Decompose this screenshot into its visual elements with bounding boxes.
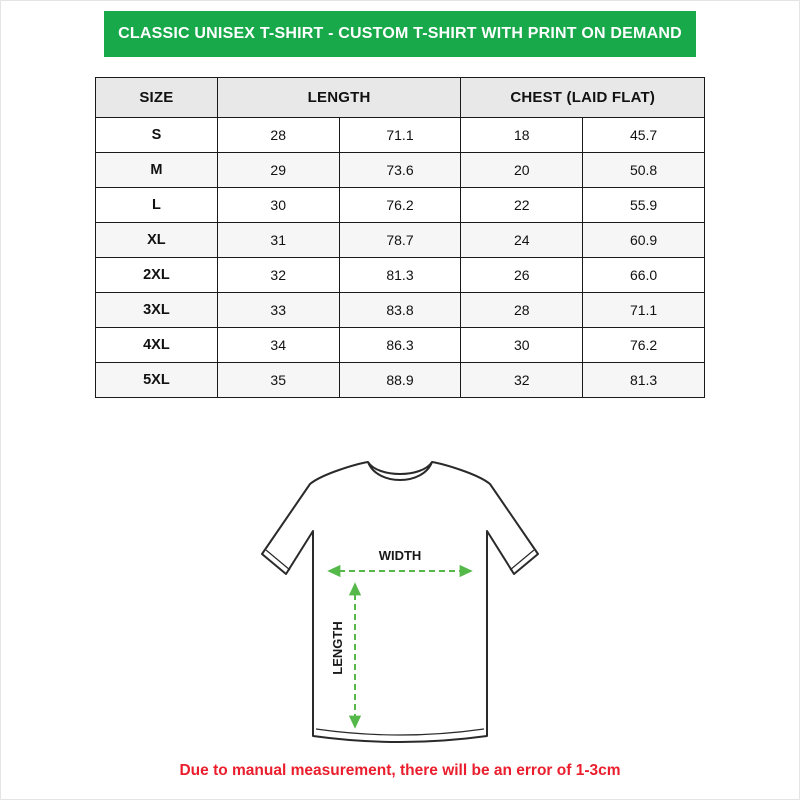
cell-size: 5XL — [96, 363, 218, 398]
cell-chest_cm: 81.3 — [583, 363, 705, 398]
header-size: SIZE — [96, 78, 218, 118]
cell-length_in: 31 — [217, 223, 339, 258]
length-label: LENGTH — [330, 621, 345, 675]
cell-size: XL — [96, 223, 218, 258]
table-row — [96, 118, 705, 153]
measurement-error-note: Due to manual measurement, there will be an error of 1-3cm — [179, 762, 621, 779]
cell-length_in: 35 — [217, 363, 339, 398]
cell-chest_cm: 60.9 — [583, 223, 705, 258]
cell-length_in: 28 — [217, 118, 339, 153]
cell-chest_in: 20 — [461, 153, 583, 188]
cell-length_cm: 78.7 — [339, 223, 461, 258]
cell-chest_in: 28 — [461, 293, 583, 328]
cell-size: S — [96, 118, 218, 153]
cell-length_in: 34 — [217, 328, 339, 363]
tshirt-measurement-diagram — [1, 448, 799, 750]
page-title: CLASSIC UNISEX T-SHIRT - CUSTOM T-SHIRT WITH PRINT ON DEMAND — [118, 25, 682, 42]
cell-length_cm: 86.3 — [339, 328, 461, 363]
size-chart-table — [95, 77, 705, 398]
cell-chest_cm: 76.2 — [583, 328, 705, 363]
table-row — [96, 363, 705, 398]
cell-chest_cm: 66.0 — [583, 258, 705, 293]
cell-chest_cm: 50.8 — [583, 153, 705, 188]
table-row — [96, 328, 705, 363]
cell-size: 2XL — [96, 258, 218, 293]
table-row — [96, 258, 705, 293]
cell-size: 3XL — [96, 293, 218, 328]
cell-chest_in: 24 — [461, 223, 583, 258]
cell-length_cm: 88.9 — [339, 363, 461, 398]
cell-length_in: 32 — [217, 258, 339, 293]
header-chest: CHEST (LAID FLAT) — [461, 78, 705, 118]
cell-chest_cm: 55.9 — [583, 188, 705, 223]
cell-chest_cm: 45.7 — [583, 118, 705, 153]
cell-chest_cm: 71.1 — [583, 293, 705, 328]
tshirt-diagram-icon — [250, 448, 550, 750]
cell-chest_in: 30 — [461, 328, 583, 363]
cell-length_cm: 71.1 — [339, 118, 461, 153]
cell-size: L — [96, 188, 218, 223]
cell-size: M — [96, 153, 218, 188]
table-row — [96, 188, 705, 223]
cell-chest_in: 18 — [461, 118, 583, 153]
cell-chest_in: 22 — [461, 188, 583, 223]
cell-length_in: 30 — [217, 188, 339, 223]
table-row — [96, 223, 705, 258]
tshirt-outline-icon — [262, 462, 538, 742]
cell-length_cm: 81.3 — [339, 258, 461, 293]
table-row — [96, 293, 705, 328]
cell-length_in: 29 — [217, 153, 339, 188]
cell-length_cm: 76.2 — [339, 188, 461, 223]
cell-size: 4XL — [96, 328, 218, 363]
cell-length_cm: 73.6 — [339, 153, 461, 188]
cell-chest_in: 26 — [461, 258, 583, 293]
cell-length_cm: 83.8 — [339, 293, 461, 328]
header-length: LENGTH — [217, 78, 461, 118]
table-row — [96, 153, 705, 188]
width-label: WIDTH — [378, 548, 422, 563]
cell-length_in: 33 — [217, 293, 339, 328]
title-banner — [104, 11, 696, 57]
table-body — [96, 118, 705, 398]
cell-chest_in: 32 — [461, 363, 583, 398]
table-header-row — [96, 78, 705, 118]
